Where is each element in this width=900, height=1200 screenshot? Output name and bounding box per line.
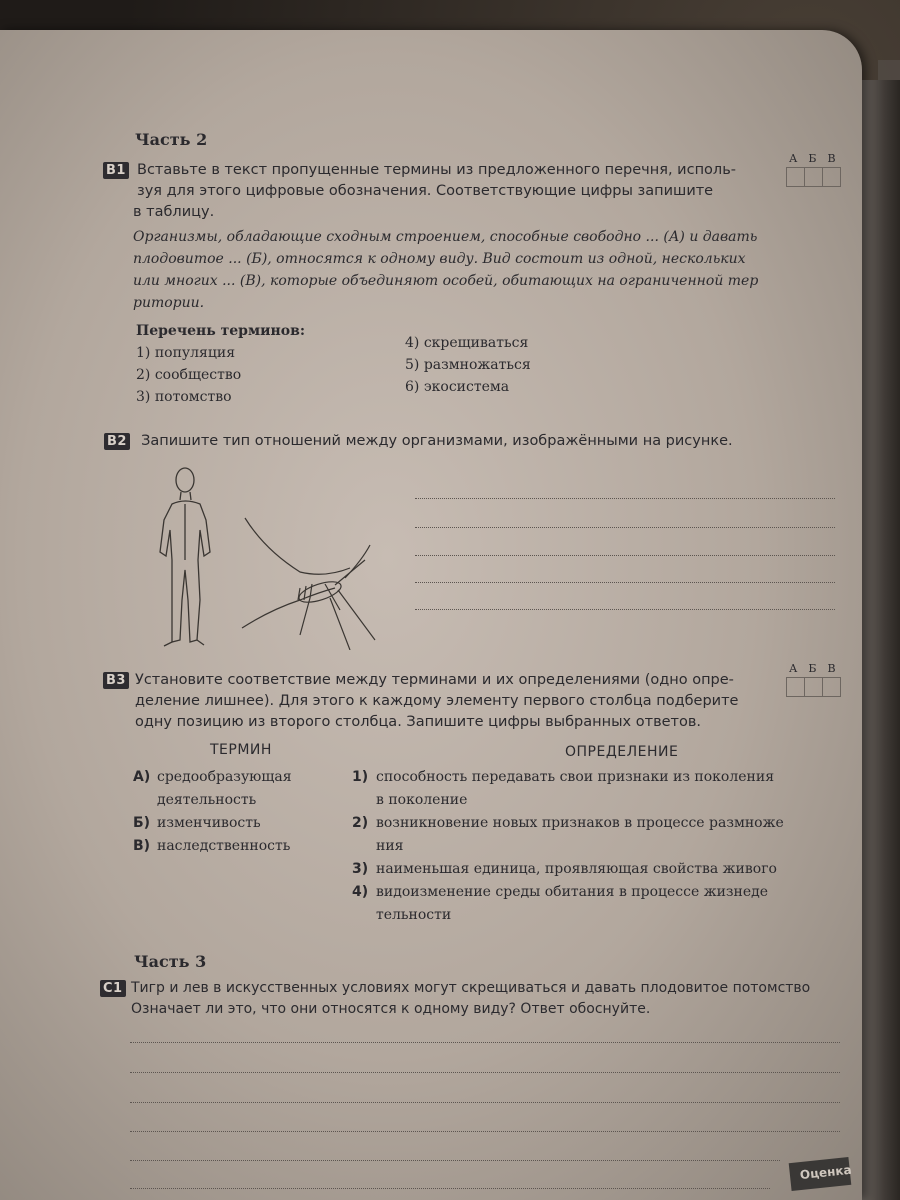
b3-term-b: Б) изменчивость xyxy=(133,815,261,831)
b3-def-1: 1) способность передавать свои признаки из поколения xyxy=(352,769,775,785)
man-and-mosquito-illustration xyxy=(150,460,390,650)
b3-term-a-cont: деятельность xyxy=(157,792,257,808)
task-b2 xyxy=(104,430,733,452)
task-b1-tag: В1 xyxy=(103,162,129,179)
b1-line-1: Вставьте в текст пропущенные термины из предложенного перечня, исполь- xyxy=(137,162,736,178)
term-1: 1) популяция xyxy=(136,345,236,361)
term-3: 3) потомство xyxy=(136,389,232,405)
task-b1-instructions xyxy=(133,160,777,223)
c1-answer-line-1[interactable] xyxy=(130,1042,840,1043)
c1-line-1: Тигр и лев в искусственных условиях могут скрещиваться и давать плодовитое потомство xyxy=(131,980,811,996)
c1-line-2: Означает ли это, что они относятся к одному виду? Ответ обоснуйте. xyxy=(131,1001,651,1017)
task-b2-tag: В2 xyxy=(104,433,130,450)
b3-terms xyxy=(133,766,292,858)
b3-term-v: В) наследственность xyxy=(133,838,291,854)
b3-line-3: одну позицию из второго столбца. Запишите цифры выбранных ответов. xyxy=(135,714,702,730)
b3-term-a: А) средообразующая xyxy=(133,769,292,785)
b3-definitions xyxy=(352,766,784,927)
b1-passage xyxy=(133,226,853,314)
b1-answer-cell-b[interactable] xyxy=(804,167,823,187)
passage-line-2: плодовитое ... (Б), относятся к одному виду. Вид состоит из одной, нескольких xyxy=(133,251,746,267)
column-header-term: ТЕРМИН xyxy=(210,742,272,758)
page-edge xyxy=(862,80,900,1200)
passage-line-4: ритории. xyxy=(133,295,205,311)
term-4: 4) скрещиваться xyxy=(405,335,529,351)
b3-def-4: 4) видоизменение среды обитания в процессе жизнеде xyxy=(352,884,769,900)
task-b3-instructions xyxy=(135,670,738,733)
man-figure xyxy=(160,468,210,646)
b3-def-3: 3) наименьшая единица, проявляющая свойства живого xyxy=(352,861,777,877)
task-c1-tag: С1 xyxy=(100,980,126,997)
b2-answer-line-3[interactable] xyxy=(415,555,835,556)
grade-box[interactable]: Оценка xyxy=(789,1157,852,1191)
b2-answer-line-4[interactable] xyxy=(415,582,835,583)
part-3-heading: Часть 3 xyxy=(134,952,207,971)
term-5: 5) размножаться xyxy=(405,357,531,373)
c1-answer-line-5[interactable] xyxy=(130,1160,780,1161)
b1-answer-header-b: Б xyxy=(808,152,817,165)
part-2-heading: Часть 2 xyxy=(135,130,208,149)
b1-term-list-right xyxy=(405,332,531,398)
b3-line-1: Установите соответствие между терминами и их определениями (одно опре- xyxy=(135,672,734,688)
c1-answer-line-3[interactable] xyxy=(130,1102,840,1103)
column-header-definition: ОПРЕДЕЛЕНИЕ xyxy=(565,744,679,760)
b2-answer-line-2[interactable] xyxy=(415,527,835,528)
b3-def-2-cont: ния xyxy=(376,838,404,854)
mosquito-on-hand xyxy=(242,518,375,650)
b1-line-3: в таблицу. xyxy=(133,204,215,220)
b3-def-2: 2) возникновение новых признаков в процессе размноже xyxy=(352,815,784,831)
b1-answer-table[interactable] xyxy=(786,152,840,187)
b1-answer-header-v: В xyxy=(827,152,836,165)
passage-line-1: Организмы, обладающие сходным строением, способные свободно ... (А) и давать xyxy=(133,229,758,245)
b2-answer-line-5[interactable] xyxy=(415,609,835,610)
b3-def-1-cont: в поколение xyxy=(376,792,468,808)
b1-term-list xyxy=(136,320,305,408)
term-2: 2) сообщество xyxy=(136,367,242,383)
b1-answer-cell-v[interactable] xyxy=(822,167,841,187)
c1-answer-line-6[interactable] xyxy=(130,1188,770,1189)
task-b2-instructions: Запишите тип отношений между организмами, изображёнными на рисунке. xyxy=(141,433,733,449)
task-c1-instructions xyxy=(131,978,810,1020)
workbook-page xyxy=(0,30,862,1200)
b2-answer-line-1[interactable] xyxy=(415,498,835,499)
b3-line-2: деление лишнее). Для этого к каждому элементу первого столбца подберите xyxy=(135,693,739,709)
c1-answer-line-4[interactable] xyxy=(130,1131,840,1132)
term-6: 6) экосистема xyxy=(405,379,510,395)
b3-answer-cell-v[interactable] xyxy=(822,677,841,697)
term-list-title: Перечень терминов: xyxy=(136,323,305,339)
task-b3-tag: В3 xyxy=(103,672,129,689)
b1-answer-cell-a[interactable] xyxy=(786,167,805,187)
b3-def-4-cont: тельности xyxy=(376,907,452,923)
passage-line-3: или многих ... (В), которые объединяют особей, обитающих на ограниченной тер xyxy=(133,273,759,289)
b1-answer-header-a: А xyxy=(789,152,798,165)
b3-answer-cell-b[interactable] xyxy=(804,677,823,697)
b3-answer-header-v: В xyxy=(827,662,836,675)
b3-answer-header-a: А xyxy=(789,662,798,675)
b3-answer-header-b: Б xyxy=(808,662,817,675)
c1-answer-line-2[interactable] xyxy=(130,1072,840,1073)
b1-line-2: зуя для этого цифровые обозначения. Соответствующие цифры запишите xyxy=(137,183,714,199)
b3-answer-table[interactable] xyxy=(786,662,840,697)
b3-answer-cell-a[interactable] xyxy=(786,677,805,697)
